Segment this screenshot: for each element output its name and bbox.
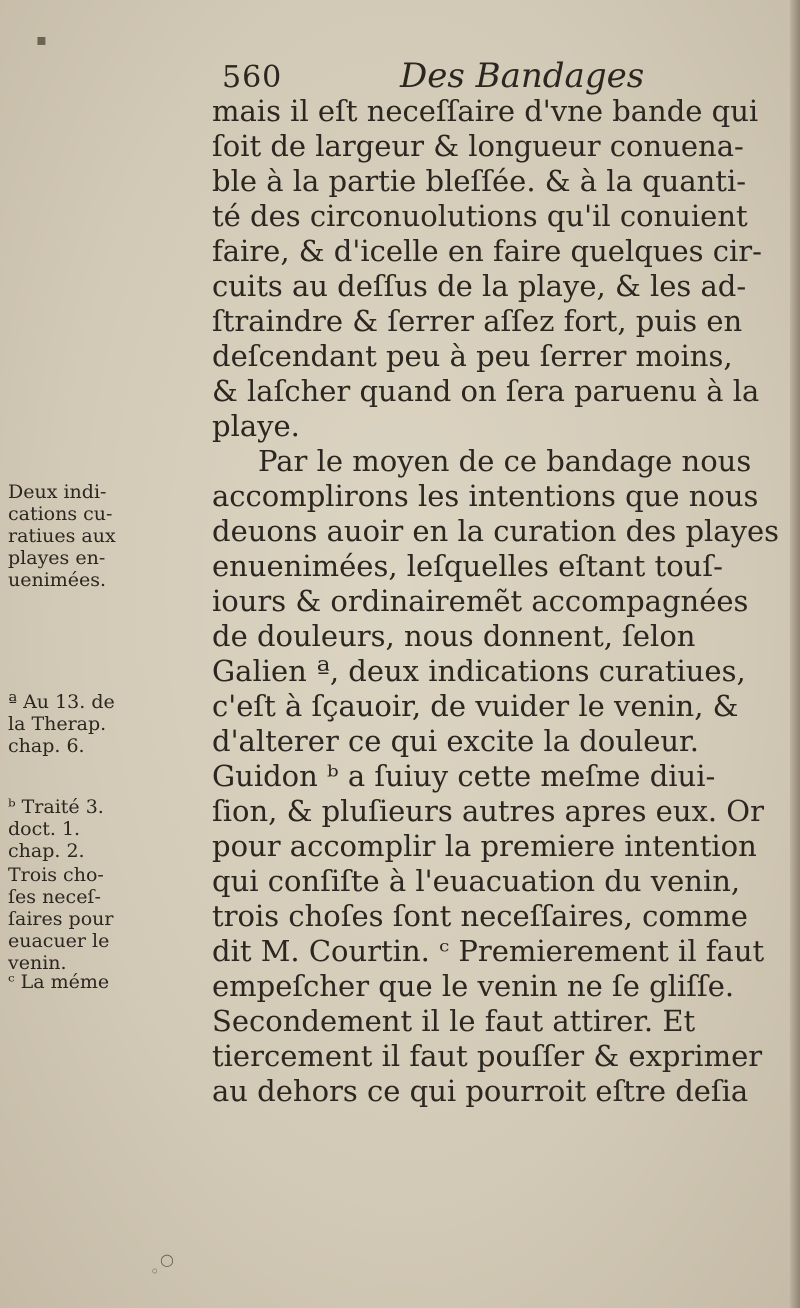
page-edge xyxy=(790,0,800,1308)
margin-note-line: ᵇ Traité 3. xyxy=(8,796,104,818)
margin-note-line: Deux indi- xyxy=(8,481,107,503)
ink-speck: ◦ xyxy=(150,1262,160,1281)
margin-note-trois-choses xyxy=(8,864,113,974)
text-line: Par le moyen de ce bandage nous xyxy=(258,444,752,478)
text-line: tiercement il faut pouſſer & exprimer xyxy=(212,1039,763,1073)
margin-note-line: ª Au 13. de xyxy=(8,691,115,713)
margin-note-line: Trois cho- xyxy=(8,864,104,886)
text-line: empeſcher que le venin ne ſe gliſſe. xyxy=(212,969,735,1003)
margin-note-line: chap. 6. xyxy=(8,735,85,757)
margin-note-line: ſaires pour xyxy=(8,908,114,930)
margin-note-line: cations cu- xyxy=(8,503,113,525)
running-title: Des Bandages xyxy=(400,56,645,96)
margin-note-line: playes en- xyxy=(8,547,106,569)
text-line: dit M. Courtin. ᶜ Premierement il faut xyxy=(212,934,765,968)
text-line: trois choſes ſont neceſſaires, comme xyxy=(212,899,748,933)
margin-note-line: ᶜ La méme xyxy=(8,971,110,993)
text-line: cuits au deſſus de la playe, & les ad- xyxy=(212,269,747,303)
text-line: c'eſt à ſçauoir, de vuider le venin, & xyxy=(212,689,739,723)
text-line: d'alterer ce qui excite la douleur. xyxy=(212,724,699,758)
text-line: enuenimées, leſquelles eſtant touſ- xyxy=(212,549,723,583)
margin-note-line: venin. xyxy=(8,952,67,974)
text-line: iours & ordinairemẽt accompagnées xyxy=(212,584,749,618)
text-line: ble à la partie bleſſée. & à la quanti- xyxy=(212,164,747,198)
text-line: de douleurs, nous donnent, ſelon xyxy=(212,619,696,653)
margin-note-line: euacuer le xyxy=(8,930,110,952)
margin-note-line: ſes neceſ- xyxy=(8,886,101,908)
margin-note-line: la Therap. xyxy=(8,713,107,735)
text-line: Secondement il le faut attirer. Et xyxy=(212,1004,696,1038)
text-line: accomplirons les intentions que nous xyxy=(212,479,759,513)
text-line: deſcendant peu à peu ſerrer moins, xyxy=(212,339,733,373)
text-line: playe. xyxy=(212,409,300,443)
text-line: & laſcher quand on ſera paruenu à la xyxy=(212,374,760,408)
margin-note-line: ratiues aux xyxy=(8,525,116,547)
text-line: qui conſiſte à l'euacuation du venin, xyxy=(212,864,741,898)
text-line: ſtraindre & ſerrer aſſez fort, puis en xyxy=(212,304,743,338)
margin-note-c xyxy=(8,971,109,993)
text-line: faire, & d'icelle en faire quelques cir- xyxy=(212,234,762,268)
ink-speck: ▪ xyxy=(36,30,47,49)
margin-note-line: chap. 2. xyxy=(8,840,85,862)
text-line: té des circonuolutions qu'il conuient xyxy=(212,199,748,233)
text-line: Galien ª, deux indications curatiues, xyxy=(212,654,746,688)
page-number: 560 xyxy=(222,60,283,95)
text-line: ſion, & pluſieurs autres apres eux. Or xyxy=(212,794,764,828)
margin-note-line: uenimées. xyxy=(8,569,107,591)
body-text xyxy=(212,94,780,1109)
margin-note-b xyxy=(8,796,104,862)
ink-speck: ○ xyxy=(160,1250,174,1269)
text-line: au dehors ce qui pourroit eſtre deſia xyxy=(212,1074,749,1108)
margin-note-line: doct. 1. xyxy=(8,818,81,840)
text-line: mais il eſt neceſſaire d'vne bande qui xyxy=(212,94,759,128)
text-line: Guidon ᵇ a ſuiuy cette meſme diui- xyxy=(212,759,716,793)
text-line: pour accomplir la premiere intention xyxy=(212,829,757,863)
margin-note-deux-indications xyxy=(8,481,116,591)
text-line: ſoit de largeur & longueur conuena- xyxy=(212,129,744,163)
text-line: deuons auoir en la curation des playes xyxy=(212,514,780,548)
margin-note-a xyxy=(8,691,115,757)
